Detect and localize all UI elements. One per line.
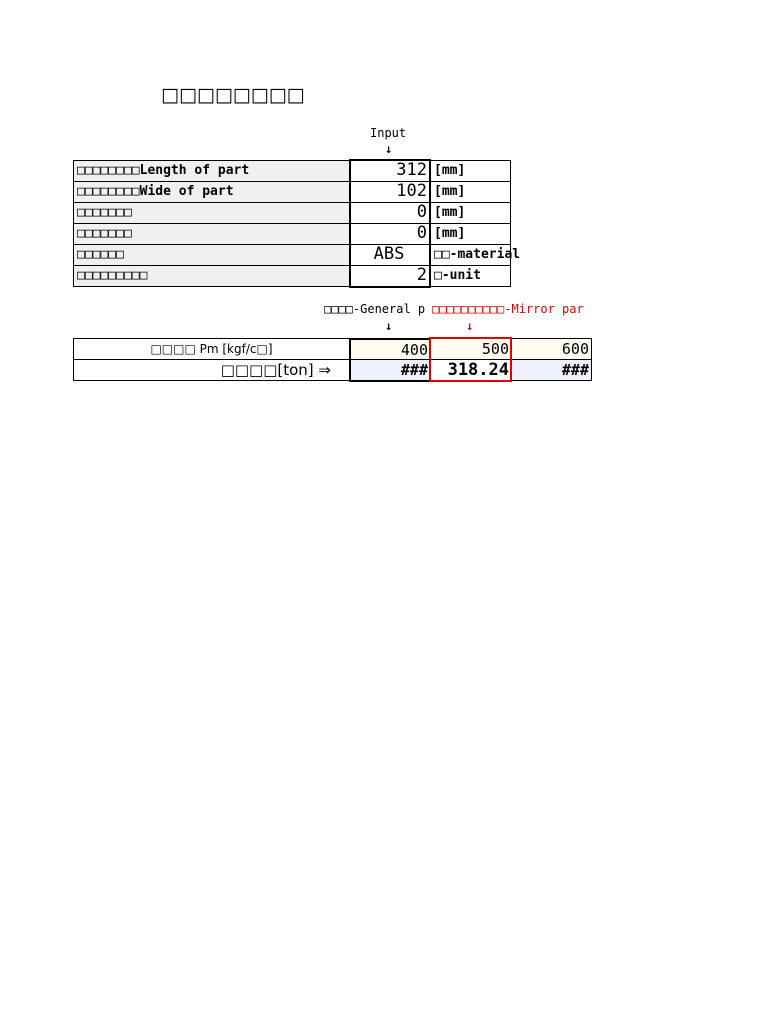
general-part-header: □□□□-General p — [324, 302, 426, 316]
row-label-3: □□□□□□□ — [73, 202, 350, 224]
mirror-part-header: □□□□□□□□□□-Mirror par — [432, 302, 584, 316]
page-title: □□□□□□□□ — [161, 84, 305, 106]
input-4[interactable]: 0 — [349, 223, 431, 245]
row-label-width: □□□□□□□□Wide of part — [73, 181, 350, 203]
input-arrow-icon: ↓ — [385, 142, 393, 156]
unit-material: □□-material — [430, 244, 511, 266]
input-column-top-border — [349, 159, 431, 161]
pressure-high[interactable]: 600 — [511, 338, 592, 360]
pressure-general[interactable]: 400 — [349, 338, 431, 360]
tonnage-high: ### — [511, 359, 592, 381]
unit-count: □-unit — [430, 265, 511, 287]
input-3[interactable]: 0 — [349, 202, 431, 224]
input-unit-count[interactable]: 2 — [349, 265, 431, 288]
row-label-material: □□□□□□ — [73, 244, 350, 266]
tonnage-mirror: 318.24 — [430, 359, 512, 381]
input-material[interactable]: ABS — [349, 244, 431, 266]
mirror-arrow-icon: ↓ — [466, 319, 474, 333]
unit-3: [mm] — [430, 202, 511, 224]
pressure-mirror[interactable]: 500 — [430, 338, 512, 360]
pressure-row-label: □□□□ Pm [kgf/c□] — [73, 338, 350, 360]
row-label-4: □□□□□□□ — [73, 223, 350, 245]
input-length[interactable]: 312 — [349, 160, 431, 182]
unit-length: [mm] — [430, 160, 511, 182]
general-arrow-icon: ↓ — [385, 319, 393, 333]
input-width[interactable]: 102 — [349, 181, 431, 203]
row-label-unit-count: □□□□□□□□□ — [73, 265, 350, 287]
tonnage-row-label: □□□□[ton] ⇒ — [73, 359, 350, 381]
unit-width: [mm] — [430, 181, 511, 203]
unit-4: [mm] — [430, 223, 511, 245]
input-header: Input — [370, 126, 407, 140]
tonnage-general: ### — [349, 359, 431, 382]
row-label-length: □□□□□□□□Length of part — [73, 160, 350, 182]
